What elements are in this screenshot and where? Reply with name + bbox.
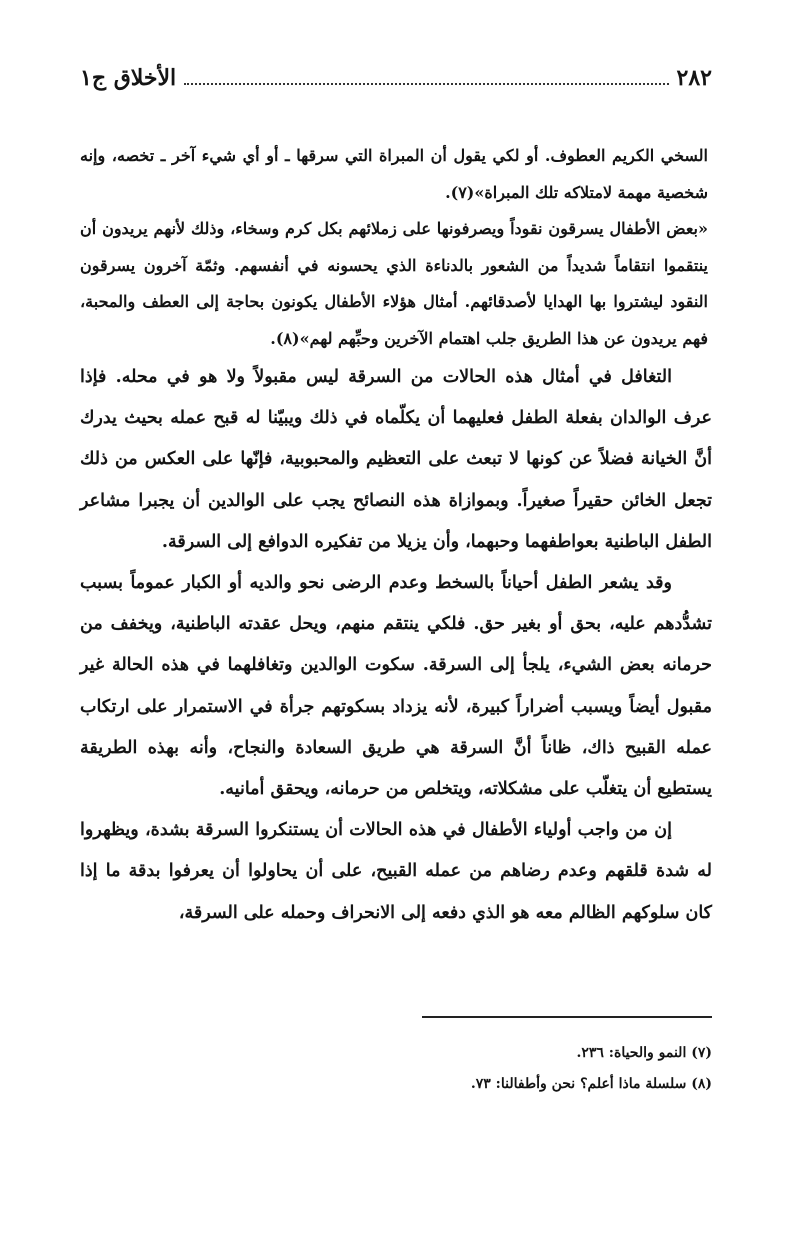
body-paragraph-1: التغافل في أمثال هذه الحالات من السرقة ليس مقبولاً ولا هو في محله. فإذا عرف الوالدان بفعلة الطفل فعليهما أن يكلّماه في ذلك ويبيّنا له قبح عمله بحيث يدرك أنَّ الخيانة فضلاً عن كونها لا تبعث على التعظيم والمحبوبية، فإنّها على العكس من ذلك تجعل الخائن حقيراً صغيراً. وبموازاة هذه النصائح يجب على الوالدين أن يجبرا مشاعر الطفل الباطنية بعواطفهما وحبهما، وأن يزيلا من تفكيره الدوافع إلى السرقة. xyxy=(80,367,712,552)
body-paragraph-3: إن من واجب أولياء الأطفال في هذه الحالات أن يستنكروا السرقة بشدة، ويظهروا له شدة قلقهم وعدم رضاهم من عمله القبيح، على أن يحاولوا أن يعرفوا بدقة ما إذا كان سلوكهم الظالم معه هو الذي دفعه إلى الانحراف وحمله على السرقة، xyxy=(80,820,712,923)
page-body xyxy=(80,138,712,934)
running-title: الأخلاق ج١ xyxy=(80,65,177,91)
page-header xyxy=(80,58,712,98)
footnote-8: (٨) سلسلة ماذا أعلم؟ نحن وأطفالنا: ٧٣. xyxy=(470,1076,712,1092)
footnotes xyxy=(152,1038,712,1100)
page-number: ٢٨٢ xyxy=(676,65,712,91)
header-dot-leader xyxy=(184,83,668,85)
quote-paragraph-2: «بعض الأطفال يسرقون نقوداً ويصرفونها على زملائهم بكل كرم وسخاء، وذلك لأنهم يريدون أن ينتقموا انتقاماً شديداً من الشعور بالدناءة الذي يحسونه في أنفسهم. وثمّة آخرون يسرقون النقود ليشتروا بها الهدايا لأصدقائهم. أمثال هؤلاء الأطفال يكونون بحاجة إلى العطف والمحبة، فهم يريدون عن هذا الطريق جلب اهتمام الآخرين وحبِّهم لهم»(٨). xyxy=(80,219,708,348)
body-paragraph-2: وقد يشعر الطفل أحياناً بالسخط وعدم الرضى نحو والديه أو الكبار عموماً بسبب تشدُّدهم عليه، بحق أو بغير حق. فلكي ينتقم منهم، ويحل عقدته الباطنية، ويخفف من حرمانه بعض الشيء، يلجأ إلى السرقة. سكوت الوالدين وتغافلهما في هذه الحالة غير مقبول أيضاً ويسبب أضراراً كبيرة، لأنه يزداد بسكوتهم جرأة في الاستمرار على ارتكاب عمله القبيح ذاك، ظاناً أنَّ السرقة هي طريق السعادة والنجاح، وأنه بهذه الطريقة يستطيع أن يتغلّب على مشكلاته، ويتخلص من حرمانه، ويحقق أمانيه. xyxy=(80,573,712,800)
quote-paragraph-1: السخي الكريم العطوف. أو لكي يقول أن المبراة التي سرقها ـ أو أي شيء آخر ـ تخصه، وإنه شخصية مهمة لامتلاكه تلك المبراة»(٧). xyxy=(80,146,708,202)
footnote-separator xyxy=(422,1016,712,1018)
footnote-7: (٧) النمو والحياة: ٢٣٦. xyxy=(576,1045,712,1061)
